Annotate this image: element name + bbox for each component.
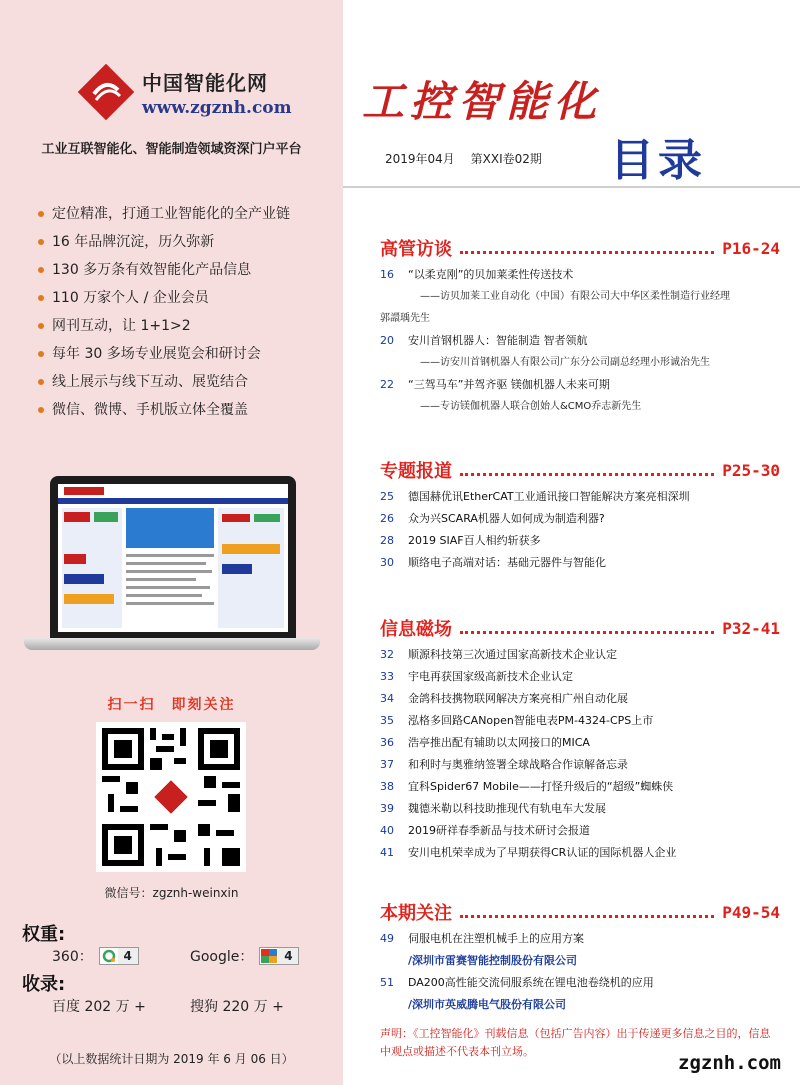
rank-google-badge — [259, 947, 299, 965]
rank-google — [190, 946, 299, 966]
bullet-icon — [38, 323, 44, 329]
toc-item[interactable]: 51 DA200高性能交流伺服系统在锂电池卷绕机的应用 — [380, 976, 654, 989]
promo-panel — [0, 0, 343, 1085]
issue-date: 2019年04月 — [385, 152, 455, 166]
sogou-count: 搜狗 220 万 + — [190, 999, 284, 1015]
toc-item[interactable]: 49 伺服电机在注塑机械手上的应用方案 — [380, 932, 584, 945]
section-title: 本期关注 — [380, 903, 452, 924]
site-url[interactable]: zgznh.com — [678, 1052, 781, 1074]
bullet-icon — [38, 379, 44, 385]
section-pages: P49-54 — [722, 902, 780, 922]
dot-leader — [460, 464, 714, 476]
baidu-count: 百度 202 万 + — [52, 999, 146, 1015]
scan-title: 扫一扫 即刻关注 — [107, 697, 236, 713]
section-features — [380, 458, 780, 574]
rank-google-value: 4 — [278, 948, 298, 964]
feature-item: 16 年品牌沉淀，历久弥新 — [38, 228, 290, 256]
toc-item[interactable]: 25 德国赫优讯EtherCAT工业通讯接口智能解决方案亮相深圳 — [380, 490, 690, 503]
rank-google-label: Google： — [190, 949, 254, 965]
toc-subtitle: ——访贝加莱工业自动化（中国）有限公司大中华区柔性制造行业经理 — [420, 291, 730, 302]
weight-label: 权重: — [22, 924, 66, 945]
toc-item[interactable]: 40 2019研祥春季新品与技术研讨会报道 — [380, 824, 590, 837]
toc-item[interactable]: 22 “三驾马车”并驾齐驱 镁伽机器人未来可期 — [380, 378, 610, 391]
rank-360-badge — [99, 947, 139, 965]
section-focus — [380, 900, 780, 1016]
bullet-icon — [38, 351, 44, 357]
bullet-icon — [38, 407, 44, 413]
toc-item[interactable]: 38 宜科Spider67 Mobile——打怪升级后的“超级”蜘蛛侠 — [380, 780, 674, 793]
toc-subtitle: ——访安川首钢机器人有限公司广东分公司副总经理小形诚治先生 — [420, 357, 710, 368]
section-pages: P32-41 — [722, 618, 780, 638]
wechat-id: 微信号：zgznh-weinxin — [104, 886, 239, 900]
rank-google-icon — [260, 948, 278, 964]
rank-360-icon — [100, 948, 118, 964]
feature-item: 110 万家个人 / 企业会员 — [38, 284, 290, 312]
feature-item: 网刊互动，让 1+1>2 — [38, 312, 290, 340]
bullet-icon — [38, 295, 44, 301]
section-header[interactable] — [380, 458, 780, 482]
feature-item: 130 多万条有效智能化产品信息 — [38, 256, 290, 284]
dot-leader — [460, 242, 714, 254]
toc-company: /深圳市英威腾电气股份有限公司 — [408, 998, 567, 1011]
toc-item[interactable]: 41 安川电机荣幸成为了早期获得CR认证的国际机器人企业 — [380, 846, 677, 859]
toc-item[interactable]: 39 魏德米勒以科技助推现代有轨电车大发展 — [380, 802, 606, 815]
toc-item[interactable]: 37 和利时与奥雅纳签署全球战略合作谅解备忘录 — [380, 758, 628, 771]
section-header[interactable] — [380, 900, 780, 924]
toc-item[interactable]: 26 众为兴SCARA机器人如何成为制造利器? — [380, 512, 605, 525]
toc-item[interactable]: 33 宇电再获国家级高新技术企业认定 — [380, 670, 573, 683]
feature-item: 每年 30 多场专业展览会和研讨会 — [38, 340, 290, 368]
toc-item[interactable]: 20 安川首钢机器人：智能制造 智者领航 — [380, 334, 588, 347]
section-title: 专题报道 — [380, 461, 452, 482]
website-screenshot — [58, 484, 288, 632]
divider — [343, 186, 800, 188]
toc-company: /深圳市雷赛智能控制股份有限公司 — [408, 954, 578, 967]
issue-info — [385, 150, 554, 167]
section-header[interactable] — [380, 236, 780, 260]
section-title: 信息磁场 — [380, 619, 452, 640]
rank-360-value: 4 — [118, 948, 138, 964]
logo-url[interactable]: www.zgznh.com — [142, 97, 292, 118]
bullet-icon — [38, 239, 44, 245]
magazine-title-text: 工控智能化 — [362, 77, 603, 126]
rank-360-label: 360： — [52, 949, 93, 965]
toc-item[interactable]: 36 浩亭推出配有辅助以太网接口的MICA — [380, 736, 590, 749]
toc-item[interactable]: 35 泓格多回路CANopen智能电表PM-4324-CPS上市 — [380, 714, 654, 727]
feature-item: 定位精准，打通工业智能化的全产业链 — [38, 200, 290, 228]
dot-leader — [460, 906, 714, 918]
toc-item[interactable]: 30 顺络电子高端对话：基础元器件与智能化 — [380, 556, 606, 569]
zgznh-logo-icon — [78, 64, 134, 120]
section-header[interactable] — [380, 616, 780, 640]
logo-name: 中国智能化网 — [142, 70, 268, 95]
bullet-icon — [38, 211, 44, 217]
section-interviews — [380, 236, 780, 418]
toc-item[interactable]: 32 顺源科技第三次通过国家高新技术企业认定 — [380, 648, 617, 661]
magazine-title — [358, 74, 658, 128]
section-pages: P25-30 — [722, 460, 780, 480]
section-pages: P16-24 — [722, 238, 780, 258]
toc-item[interactable]: 34 金鸽科技携物联网解决方案亮相广州自动化展 — [380, 692, 628, 705]
stat-note: （以上数据统计日期为 2019 年 6 月 06 日） — [49, 1052, 294, 1066]
toc-subtitle: 郭譞瑀先生 — [380, 313, 430, 324]
toc-item[interactable]: 16 “以柔克刚”的贝加莱柔性传送技术 — [380, 268, 574, 281]
site-logo[interactable] — [78, 64, 292, 120]
dot-leader — [460, 622, 714, 634]
inclusion-label: 收录: — [22, 974, 66, 995]
tagline: 工业互联智能化、智能制造领域资深门户平台 — [41, 142, 302, 157]
rank-360 — [52, 946, 139, 966]
qr-code-icon[interactable] — [96, 722, 246, 872]
issue-volume: 第XXI卷02期 — [470, 152, 542, 166]
section-news — [380, 616, 780, 864]
section-title: 高管访谈 — [380, 239, 452, 260]
feature-item: 线上展示与线下互动、展览结合 — [38, 368, 290, 396]
toc-subtitle: ——专访镁伽机器人联合创始人&CMO乔志新先生 — [420, 401, 642, 412]
feature-list — [38, 200, 290, 424]
bullet-icon — [38, 267, 44, 273]
toc-item[interactable]: 28 2019 SIAF百人相约斩获多 — [380, 534, 541, 547]
feature-item: 微信、微博、手机版立体全覆盖 — [38, 396, 290, 424]
laptop-icon — [24, 468, 320, 658]
toc-title: 目录 — [610, 135, 706, 186]
disclaimer: 声明：《工控智能化》刊载信息（包括广告内容）出于传递更多信息之目的，信息中观点或描述不代表本刊立场。 — [380, 1027, 771, 1058]
